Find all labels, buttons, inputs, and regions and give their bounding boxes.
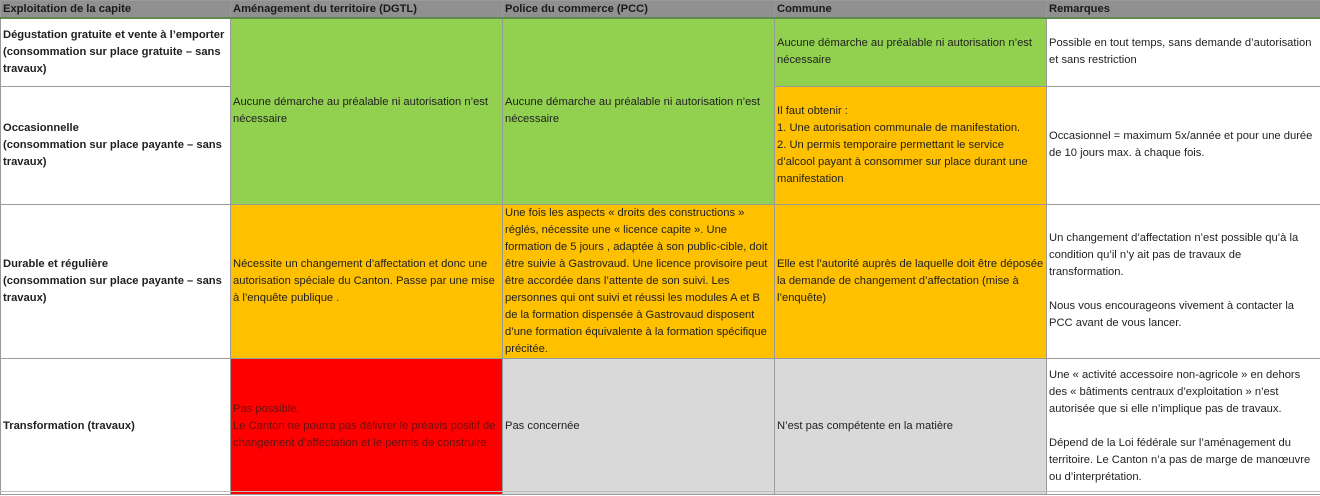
commune-cell-degustation: Aucune démarche au préalable ni autorisation n’est nécessaire bbox=[775, 18, 1047, 86]
dgtl-cell-transformation: Pas possible. Le Canton ne pourra pas délivrer le préavis positif de changement d’affectation et le permis de construire. bbox=[231, 358, 503, 494]
row-label-degustation: Dégustation gratuite et vente à l’emporter (consommation sur place gratuite – sans travaux) bbox=[1, 18, 231, 86]
header-exploitation: Exploitation de la capite bbox=[1, 1, 231, 19]
table-row bbox=[1, 18, 1320, 86]
header-commune: Commune bbox=[775, 1, 1047, 19]
header-row bbox=[1, 1, 1320, 19]
commune-cell-occasionnelle: Il faut obtenir : 1. Une autorisation communale de manifestation. 2. Un permis temporaire permettant le service d’alcool payant à consommer sur place durant une manifestation bbox=[775, 86, 1047, 204]
remarks-cell-durable: Un changement d’affectation n’est possible qu’à la condition qu’il n’y ait pas de travaux de transformation. Nous vous encourageons vivement à contacter la PCC avant de vous lancer. bbox=[1047, 204, 1320, 358]
remarks-cell-transformation: Une « activité accessoire non-agricole » en dehors des « bâtiments centraux d’exploitation » n’est autorisée que si elle n’implique pas de travaux. Dépend de la Loi fédérale sur l’aménagement du territoire. Le Canton n’a pas de marge de manœuvre ou d’interprétation. bbox=[1047, 358, 1320, 494]
pcc-cell-merged: Aucune démarche au préalable ni autorisation n’est nécessaire bbox=[503, 18, 775, 204]
row-label-occasionnelle: Occasionnelle (consommation sur place payante – sans travaux) bbox=[1, 86, 231, 204]
dgtl-cell-merged: Aucune démarche au préalable ni autorisation n’est nécessaire bbox=[231, 18, 503, 204]
table-row bbox=[1, 358, 1320, 494]
commune-cell-durable: Elle est l’autorité auprès de laquelle doit être déposée la demande de changement d’affectation (mise à l’enquête) bbox=[775, 204, 1047, 358]
header-pcc: Police du commerce (PCC) bbox=[503, 1, 775, 19]
commune-cell-transformation: N’est pas compétente en la matière bbox=[775, 358, 1047, 494]
dgtl-cell-durable: Nécessite un changement d’affectation et donc une autorisation spéciale du Canton. Passe par une mise à l’enquête publique . bbox=[231, 204, 503, 358]
bottom-divider bbox=[0, 491, 1320, 492]
remarks-cell-degustation: Possible en tout temps, sans demande d’autorisation et sans restriction bbox=[1047, 18, 1320, 86]
header-remarques: Remarques bbox=[1047, 1, 1320, 19]
pcc-cell-transformation: Pas concernée bbox=[503, 358, 775, 494]
row-label-transformation: Transformation (travaux) bbox=[1, 358, 231, 494]
header-dgtl: Aménagement du territoire (DGTL) bbox=[231, 1, 503, 19]
row-label-durable: Durable et régulière (consommation sur place payante – sans travaux) bbox=[1, 204, 231, 358]
pcc-cell-durable: Une fois les aspects « droits des constructions » réglés, nécessite une « licence capite ». Une formation de 5 jours , adaptée à son public-cible, doit être suivie à Gastrovaud. Une licence provisoire peut être accordée dans l’attente de son suivi. Les personnes qui ont suivi et réussi les modules A et B de la formation dispensée à Gastrovaud disposent d’une formation équivalente à la formation spécifique précitée. bbox=[503, 204, 775, 358]
table-row bbox=[1, 204, 1320, 358]
remarks-cell-occasionnelle: Occasionnel = maximum 5x/année et pour une durée de 10 jours max. à chaque fois. bbox=[1047, 86, 1320, 204]
